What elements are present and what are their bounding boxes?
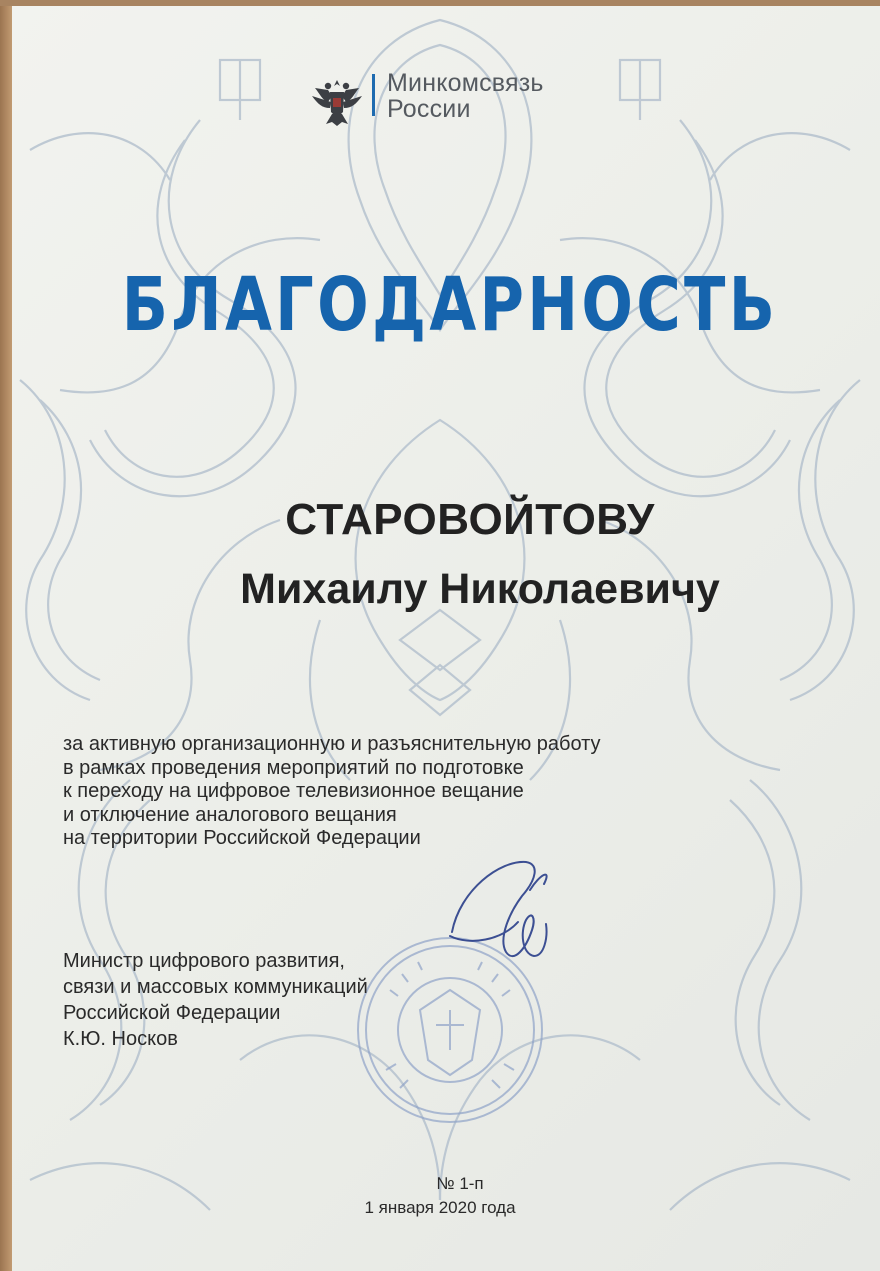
document-date: 1 января 2020 года (364, 1198, 516, 1217)
signatory-name: К.Ю. Носков (63, 1028, 178, 1050)
recipient-surname: СТАРОВОЙТОВУ (285, 495, 655, 544)
citation-line: и отключение аналогового вещания (63, 803, 397, 826)
citation-line: на территории Российской Федерации (63, 827, 421, 849)
document-number: № 1-п (436, 1174, 484, 1193)
citation-line: за активную организационную и разъяснительную работу (63, 733, 601, 755)
double-headed-eagle-icon (312, 74, 362, 128)
signatory-line: Министр цифрового развития, (63, 950, 345, 972)
citation-line: в рамках проведения мероприятий по подготовке (63, 756, 524, 779)
logo-divider (372, 74, 375, 116)
ministry-logo (312, 70, 612, 130)
signatory-block (63, 948, 483, 1052)
citation-line: к переходу на цифровое телевизионное вещание (63, 780, 524, 802)
citation-text (63, 733, 783, 851)
signatory-line: Российской Федерации (63, 1002, 281, 1024)
certificate-title: БЛАГОДАРНОСТЬ (121, 262, 779, 348)
recipient-given-names: Михаилу Николаевичу (240, 565, 720, 613)
signatory-line: связи и массовых коммуникаций (63, 976, 368, 998)
ministry-name-line1: Минкомсвязь (387, 69, 544, 97)
ministry-name (387, 70, 544, 122)
ministry-name-line2: России (387, 95, 471, 123)
